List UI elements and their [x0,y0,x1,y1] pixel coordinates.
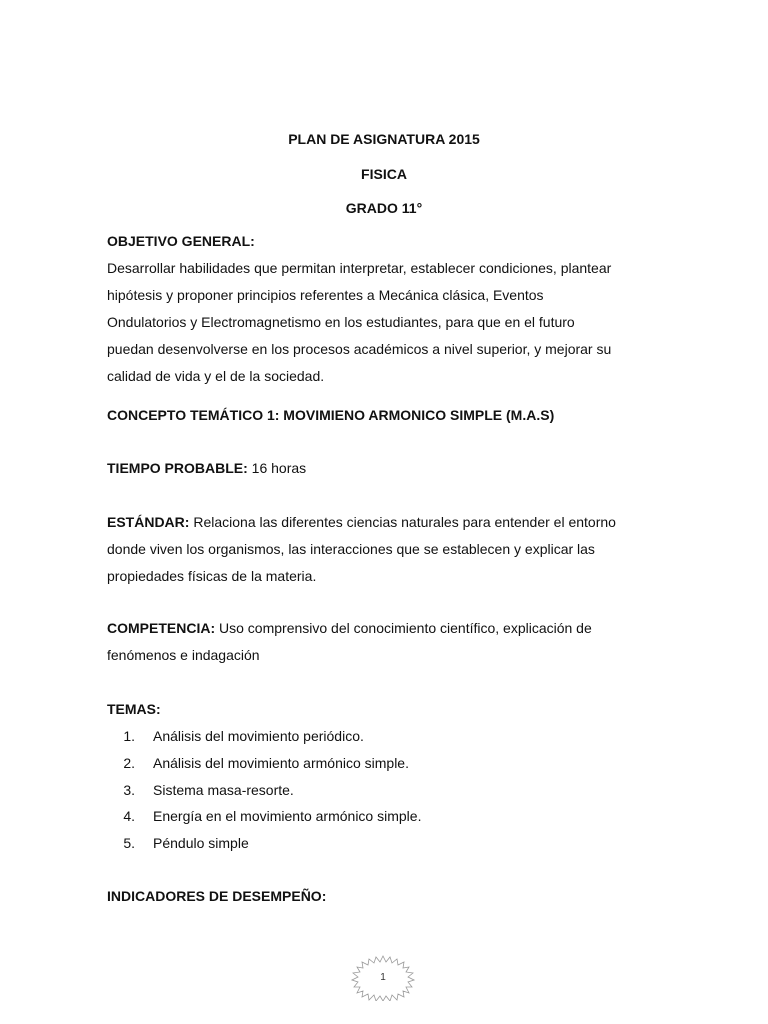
list-item [107,750,661,777]
competence-section [107,615,661,669]
concept-heading: CONCEPTO TEMÁTICO 1: MOVIMIENO ARMONICO SIMPLE (M.A.S) [107,407,555,423]
list-item-number: 2. [123,754,135,771]
list-item-number: 5. [123,835,135,852]
standard-line: propiedades físicas de la materia. [107,568,317,584]
grade-title: GRADO 11° [345,200,423,216]
objective-heading: OBJETIVO GENERAL: [107,233,255,249]
objective-line: Desarrollar habilidades que permitan interpretar, establecer condiciones, plantear [107,260,612,276]
time-label: TIEMPO PROBABLE: [107,460,248,476]
topics-heading: TEMAS: [107,701,161,717]
list-item-number: 4. [123,808,135,825]
list-item [107,803,661,830]
document-title: PLAN DE ASIGNATURA 2015 [288,131,480,147]
topics-list [107,723,661,857]
objective-line: calidad de vida y el de la sociedad. [107,368,325,384]
page-number: 1 [380,972,386,983]
indicators-heading: INDICADORES DE DESEMPEÑO: [107,888,327,904]
standard-line: Relaciona las diferentes ciencias naturales para entender el entorno [189,514,616,530]
objective-line: puedan desenvolverse en los procesos académicos a nivel superior, y mejorar su [107,341,612,357]
objective-section [107,228,661,390]
objective-line: Ondulatorios y Electromagnetismo en los estudiantes, para que en el futuro [107,314,575,330]
competence-line: fenómenos e indagación [107,647,260,663]
competence-line: Uso comprensivo del conocimiento científico, explicación de [215,620,592,636]
page-number-badge [351,955,415,1001]
list-item-number: 3. [123,781,135,798]
standard-label: ESTÁNDAR: [107,514,190,530]
list-item-text: Energía en el movimiento armónico simple. [153,808,422,825]
list-item-text: Sistema masa-resorte. [153,781,294,798]
time-value: 16 horas [247,460,307,476]
list-item [107,723,661,750]
subject-title: FISICA [361,166,407,182]
list-item-text: Análisis del movimiento periódico. [153,728,364,744]
standard-line: donde viven los organismos, las interacciones que se establecen y explicar las [107,541,595,557]
list-item [107,777,661,804]
list-item-number: 1. [123,728,135,744]
objective-line: hipótesis y proponer principios referentes a Mecánica clásica, Eventos [107,287,544,303]
list-item [107,830,661,857]
list-item-text: Análisis del movimiento armónico simple. [153,754,409,771]
standard-section [107,509,661,590]
list-item-text: Péndulo simple [153,835,249,852]
time-section [107,455,661,482]
competence-label: COMPETENCIA: [107,620,216,636]
